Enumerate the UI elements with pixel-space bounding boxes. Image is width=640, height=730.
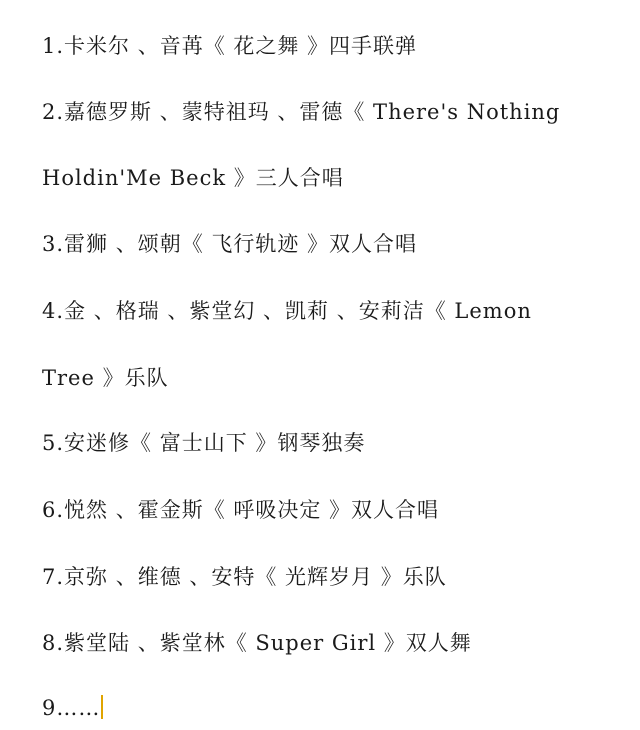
program-line-9 — [42, 693, 103, 723]
program-line-1: 1.卡米尔 、音苒《 花之舞 》四手联弹 — [42, 34, 418, 58]
program-line-2-continued: Holdin'Me Beck 》三人合唱 — [42, 166, 344, 190]
program-line-3: 3.雷狮 、颂朝《 飞行轨迹 》双人合唱 — [42, 232, 418, 256]
program-line-6: 6.悦然 、霍金斯《 呼吸决定 》双人合唱 — [42, 498, 440, 522]
program-line-5: 5.安迷修《 富士山下 》钢琴独奏 — [42, 431, 366, 455]
program-line-8: 8.紫堂陆 、紫堂林《 Super Girl 》双人舞 — [42, 631, 472, 655]
text-cursor — [101, 695, 103, 719]
program-line-2: 2.嘉德罗斯 、蒙特祖玛 、雷德《 There's Nothing — [42, 100, 561, 124]
program-line-9-text: 9…… — [42, 696, 101, 720]
program-line-4: 4.金 、格瑞 、紫堂幻 、凯莉 、安莉洁《 Lemon — [42, 299, 532, 323]
program-line-7: 7.京弥 、维德 、安特《 光辉岁月 》乐队 — [42, 565, 447, 589]
program-line-4-continued: Tree 》乐队 — [42, 366, 169, 390]
